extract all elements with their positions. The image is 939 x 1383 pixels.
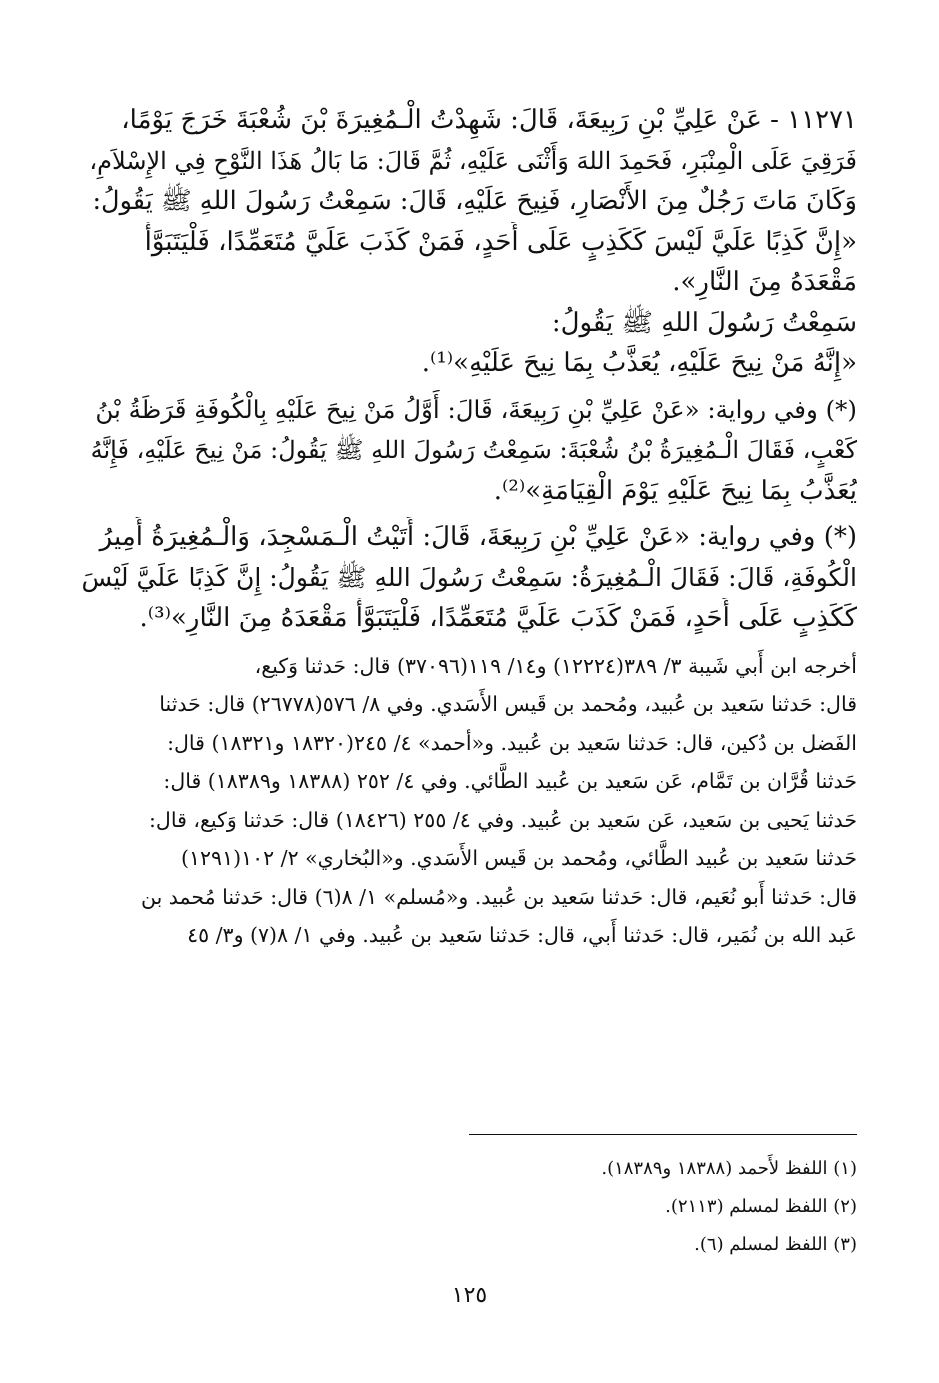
takhrij-line: حَدثنا قُرَّان بن تَمَّام، عَن سَعيد بن عُبيد الطَّائي. وفي ٤/ ٢٥٢ (١٨٣٨٨ و١٨٣٨٩) قال: <box>163 769 857 793</box>
hadith-line: مَقْعَدَهُ مِنَ النَّارِ». <box>672 267 857 297</box>
riwaya-line: الْكُوفَةِ، قَالَ: فَقَالَ الْـمُغِيرَةُ: سَمِعْتُ رَسُولَ اللهِ ﷺ يَقُولُ: إِنَّ كَذِبًا عَلَيَّ لَيْسَ <box>82 562 857 592</box>
takhrij-block <box>82 647 857 955</box>
hadith-line: وَكَانَ مَاتَ رَجُلٌ مِنَ الأَنْصَارِ، فَنِيحَ عَلَيْهِ، قَالَ: سَمِعْتُ رَسُولَ اللهِ ﷺ يَقُولُ: <box>92 186 857 216</box>
takhrij-line: الفَضل بن دُكين، قال: حَدثنا سَعيد بن عُبيد. و«أحمد» ٤/ ٢٤٥(١٨٣٢٠ و١٨٣٢١) قال: <box>167 730 857 755</box>
footnote: (١) اللفظ لأَحمد (١٨٣٨٨ و١٨٣٨٩). <box>601 1158 857 1179</box>
footnotes <box>82 1150 857 1264</box>
riwaya-line: يُعَذَّبُ بِمَا نِيحَ عَلَيْهِ يَوْمَ الْقِيَامَةِ»⁽²⁾. <box>493 475 857 506</box>
hadith-line: «إِنَّ كَذِبًا عَلَيَّ لَيْسَ كَكَذِبٍ عَلَى أَحَدٍ، فَمَنْ كَذَبَ عَلَيَّ مُتَعَمِّدًا، فَلْيَتَبَوَّأْ <box>144 226 857 257</box>
footnote: (٣) اللفظ لمسلم (٦). <box>694 1234 857 1255</box>
hadith-line: ١١٢٧١ - عَنْ عَلِيِّ بْنِ رَبِيعَةَ، قَالَ: شَهِدْتُ الْـمُغِيرَةَ بْنَ شُعْبَةَ خَرَجَ يَوْمًا، <box>121 105 857 135</box>
page-number: ١٢٥ <box>451 1283 488 1308</box>
main-text <box>82 100 857 955</box>
riwaya-line: (*) وفي رواية: «عَنْ عَلِيِّ بْنِ رَبِيعَةَ، قَالَ: أَتَيْتُ الْـمَسْجِدَ، وَالْـمُغِيرَةُ أَمِيرُ <box>99 522 857 552</box>
hadith-line: فَرَقِيَ عَلَى الْمِنْبَرِ، فَحَمِدَ اللهَ وَأَثْنَى عَلَيْهِ، ثُمَّ قَالَ: مَا بَالُ هَذَا النَّوْحِ فِي الإِسْلاَمِ، <box>89 146 857 175</box>
takhrij-line: حَدثنا سَعيد بن عُبيد الطَّائي، ومُحمد بن قَيس الأَسَدي. و«البُخاري» ٢/ ١٠٢(١٢٩١) <box>181 846 857 870</box>
hadith-line: سَمِعْتُ رَسُولَ اللهِ ﷺ يَقُولُ: <box>551 307 857 338</box>
takhrij-line: قال: حَدثنا أَبو نُعَيم، قال: حَدثنا سَعيد بن عُبيد. و«مُسلم» ١/ ٨(٦) قال: حَدثنا مُحمد بن <box>140 884 857 909</box>
footnote-separator <box>469 1134 857 1135</box>
takhrij-line: أخرجه ابن أَبي شَيبة ٣/ ٣٨٩(١٢٢٢٤) و١٤/ ١١٩(٣٧٠٩٦) قال: حَدثنا وَكيع، <box>254 653 857 678</box>
riwaya-line: كَكَذِبٍ عَلَى أَحَدٍ، فَمَنْ كَذَبَ عَلَيَّ مُتَعَمِّدًا، فَلْيَتَبَوَّأْ مَقْعَدَهُ مِنَ النَّارِ»⁽³⁾. <box>139 603 857 633</box>
takhrij-line: حَدثنا يَحيى بن سَعيد، عَن سَعيد بن عُبيد. وفي ٤/ ٢٥٥ (١٨٤٢٦) قال: حَدثنا وَكيع، قال: <box>149 807 857 832</box>
riwaya-line: كَعْبٍ، فَقَالَ الْـمُغِيرَةُ بْنُ شُعْبَةَ: سَمِعْتُ رَسُولَ اللهِ ﷺ يَقُولُ: مَنْ نِيحَ عَلَيْهِ، فَإِنَّهُ <box>90 436 857 464</box>
footnote: (٢) اللفظ لمسلم (٢١١٣). <box>665 1196 857 1217</box>
riwaya-line: (*) وفي رواية: «عَنْ عَلِيِّ بْنِ رَبِيعَةَ، قَالَ: أَوَّلُ مَنْ نِيحَ عَلَيْهِ بِالْكُوفَةِ قَرَظَةُ بْنُ <box>95 394 857 424</box>
takhrij-line: عَبد الله بن نُمَير، قال: حَدثنا أَبي، قال: حَدثنا سَعيد بن عُبيد. وفي ١/ ٨(٧) و٣/ ٤٥ <box>187 923 857 947</box>
takhrij-line: قال: حَدثنا سَعيد بن عُبيد، ومُحمد بن قَيس الأَسَدي. وفي ٨/ ٥٧٦(٢٦٧٧٨) قال: حَدثنا <box>159 692 857 716</box>
hadith-line: «إِنَّهُ مَنْ نِيحَ عَلَيْهِ، يُعَذَّبُ بِمَا نِيحَ عَلَيْهِ»⁽¹⁾. <box>421 348 857 378</box>
